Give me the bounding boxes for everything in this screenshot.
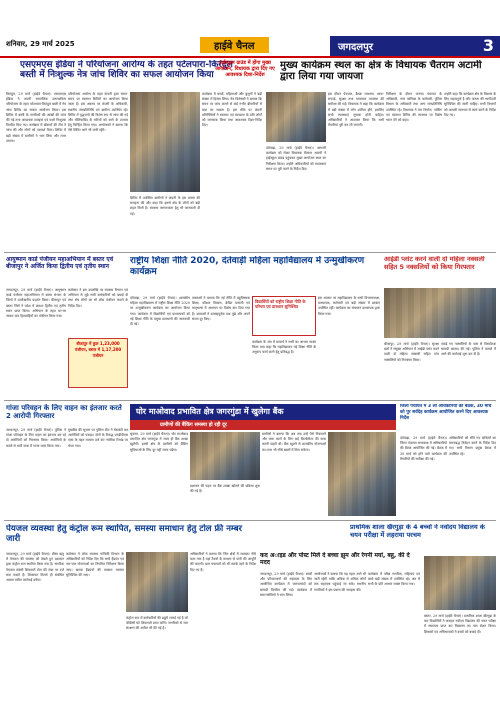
story-9-body-col-1: जगदलपुर, 29 मार्च (हाईवे चैनल)। ग्रीष्म ऋतु में पेयजल की समस्या को देखते हुए प्रशासन द्वारा कंट्रोल रूम स्थापित किया गया है। नागरिक पेयजल संबंधी शिकायतें टोल फ्री नंबर पर दर्ज करा सकते हैं। शिकायत मिलते ही संबंधित अमला त्वरित कार्रवाई करेगा। bbox=[6, 552, 64, 583]
story-4-body-col-3: कार्यक्रम के अंत में प्राचार्य ने सभी का आभार व्यक्त किया तथा कहा कि महाविद्यालय नई शिक्षा नीति के अनुरूप कार्य करने हेतु प्रतिबद्ध है। bbox=[252, 340, 316, 355]
story-2-headline: मुख्य कार्यक्रम स्थल का क्षेत्र के विधायक चैतराम अटामी द्वारा लिया गया जायजा bbox=[280, 60, 482, 82]
story-9-headline: पेयजल व्यवस्था हेतु कंट्रोल रूम स्थापित, समस्या समाधान हेतु टोल फ्री नम्बर जारी bbox=[6, 524, 243, 544]
story-2-body-col-3: निरीक्षण के दौरान जनपद पंचायत के अधिकारी, नगर पालिका के कर्मचारी, पुलिस विभाग के अधिकारी तथा अन्य जनप्रतिनिधि उपस्थित रहे। विधायक ने मंच निर्माण, पार्किंग एवं स्वास्थ्य शिविर की व्यवस्था पर विशेष ध्यान देने को कहा। bbox=[386, 92, 442, 123]
story-11-body: बस्तर, 29 मार्च (हाईवे चैनल)। प्राथमिक शाला खैरगुड़ा के चार विद्यार्थियों ने जवाहर नवोदय विद्यालय की चयन परीक्षा में सफलता प्राप्त कर विद्यालय का नाम रोशन किया। शिक्षकों एवं अभिभावकों ने बच्चों को बधाई दी। bbox=[424, 614, 496, 634]
story-8-body-col-1: दंतेवाड़ा, 29 मार्च (हाईवे चैनल)। जिला पंचायत सभाकक्ष में अधिकारियों की बैठक आयोजित की गई। बैठक में 30 मार्च को होने वाले कार्यक्रम की तैयारियों की समीक्षा की गई। bbox=[400, 436, 447, 461]
story-5-headline: आईडी प्लांट करने वाली दो महिला नक्सली सहित 5 नक्सलियों को किया गिरफ्तार bbox=[384, 256, 485, 271]
city-name: जगदलपुर bbox=[338, 42, 373, 53]
issue-date: शनिवार, 29 मार्च 2025 bbox=[6, 40, 75, 48]
story-7-photo-1 bbox=[190, 432, 260, 480]
story-3-body-col-1: जगदलपुर, 29 मार्च (हाईवे चैनल)। आयुष्मान कार्ड पंजीयन महाअभियान में बस्तर संभाग के जिलों ने उल्लेखनीय प्रदर्शन किया। बीजापुर एवं बस्तर जिले ने प्रदेश में क्रमशः द्वितीय एवं तृतीय स्थान प्राप्त किया। अभियान के तहत घर-घर जाकर पात्र हितग्राहियों का पंजीयन किया गया। bbox=[6, 288, 66, 319]
story-5-photo bbox=[384, 288, 496, 338]
story-2-body-col-1: दंतेवाड़ा, 29 मार्च (हाईवे चैनल)। आगामी कार्यक्रम को लेकर विधायक चैतराम अटामी ने हाईस्कूल ग्राउंड पहुंचकर मुख्य आयोजन स्थल का निरीक्षण किया। उन्होंने अधिकारियों को व्यवस्थाएं समय पर पूरी करने के निर्देश दिए। bbox=[266, 146, 326, 171]
story-9-body-col-3: कंट्रोल रूम में कर्मचारियों की ड्यूटी लगाई गई है जो चौबीसों घंटे शिकायतें प्राप्त करेंगे। नागरिकों से जल संरक्षण की अपील भी की गई है। bbox=[126, 616, 188, 631]
story-7-subhead: ग्रामीणों की बैंकिंग समस्या हो रही दूर bbox=[130, 420, 396, 430]
story-7-body-col-2: प्रशासन की पहल पर बैंक शाखा खोलने की प्रक्रिया शुरू की गई है। bbox=[190, 484, 260, 494]
story-5-body-col-2: पकड़े गए नक्सलियों के पास से विस्फोटक सामग्री बरामद की गई। पुलिस ने मामले में आगे की कार्रवाई शुरू कर दी है। bbox=[441, 342, 496, 357]
story-3-headline: आयुष्मान कार्ड पंजीयन महाअभियान में बस्तर एवं बीजापुर ने अर्जित किया द्वितीय एवं तृतीय स्थान bbox=[6, 256, 114, 270]
story-7-photo-2 bbox=[328, 432, 396, 516]
page-number: 3 bbox=[482, 36, 494, 55]
story-6-body-col-1: जगदलपुर, 29 मार्च (हाईवे चैनल)। पुलिस ने गांजा परिवहन के लिए वाहन का इंतजार कर रहे दो आरोपियों को गिरफ्तार किया। आरोपियों के कब्जे से भारी मात्रा में गांजा जब्त किया गया। bbox=[6, 428, 66, 448]
story-10-body-col-2: आयोजकों ने बताया कि यह पहल आगे भी जारी रहेगी ताकि अधिक से अधिक लोगों तक सहायता पहुंचाई जा सके। स्थानीय नागरिकों ने इस प्रयास की सराहना की। bbox=[314, 572, 366, 592]
divider bbox=[4, 520, 496, 521]
story-4-sidebar: विद्यार्थियों को राष्ट्रीय शिक्षा नीति के परिचय एवं प्रावधान सुनिश्चित bbox=[252, 296, 316, 336]
story-7-body-col-3: ग्रामीणों ने बताया कि अब तक उन्हें पैसे निकालने और जमा करने के लिए कई किलोमीटर की यात्रा करनी पड़ती थी। बैंक खुलने से शासकीय योजनाओं का लाभ भी सीधे खातों में मिल सकेगा। bbox=[262, 432, 326, 452]
masthead bbox=[0, 0, 500, 58]
story-10-body-col-1: जगदलपुर, 29 मार्च (हाईवे चैनल)। बच्चों और परिवारजनों की सहायता के लिए आयोजित कार्यक्रम में जरूरतमंदों को सामग्री वितरित की गई। कार्यक्रम में समाजसेवियों ने भाग लिया। bbox=[260, 572, 312, 597]
story-11-headline: प्राथमिक शाला खैरगुड़ा के 4 बच्चों ने नवोदय विद्यालय के चयन परीक्षा में लहराया परचम bbox=[350, 524, 485, 539]
story-5-body-col-1: बीजापुर, 29 मार्च (हाईवे चैनल)। सुरक्षा बलों ने संयुक्त अभियान में आईडी प्लांट करने वाली दो महिला नक्सली सहित पांच नक्सलियों को गिरफ्तार किया। bbox=[384, 342, 439, 362]
divider bbox=[4, 400, 496, 401]
story-9-body-col-4: अधिकारियों ने बताया कि जिन क्षेत्रों में जलस्तर नीचे चला गया है वहां टैंकरों के माध्यम से पानी की आपूर्ति की जाएगी। ग्राम पंचायतों को भी सतर्क रहने के निर्देश दिए गए हैं। bbox=[190, 552, 256, 572]
story-4-body-col-4: इस अवसर पर महाविद्यालय के सभी विभागाध्यक्ष, प्राध्यापक, कर्मचारी एवं बड़ी संख्या में छात्राएं उपस्थित रहीं। कार्यक्रम का संचालन प्राध्यापक द्वारा किया गया। bbox=[318, 296, 380, 316]
story-11-photo bbox=[424, 556, 496, 610]
story-10-headline: कद अाइड और पोस्ट मिले दे बच्चा झुम और रेगनी मयां, बहु, की दे मदद bbox=[260, 552, 410, 566]
story-10-body-col-3: कार्यक्रम में वरिष्ठ नागरिक, महिलाएं एवं बच्चे बड़ी संख्या में उपस्थित रहे। अंत में सभी के प्रति आभार व्यक्त किया गया। bbox=[368, 572, 420, 587]
story-2-photo bbox=[266, 92, 326, 142]
story-4-body-col-1: दंतेवाड़ा, 29 मार्च (हाईवे चैनल)। शासकीय महिला महाविद्यालय में राष्ट्रीय शिक्षा नीति 2020 पर उन्मुखीकरण कार्यक्रम का आयोजन किया गया। कार्यक्रम में विद्यार्थियों एवं प्राध्यापकों को नई शिक्षा नीति के प्रमुख प्रावधानों की जानकारी दी गई। bbox=[130, 296, 190, 327]
story-7-body-col-1: सुकमा, 29 मार्च (हाईवे चैनल)। घोर माओवाद प्रभावित क्षेत्र जगरगुंडा में जल्द ही बैंक शाखा खुलेगी। इससे क्षेत्र के ग्रामीणों को बैंकिंग सुविधाओं के लिए दूर नहीं जाना पड़ेगा। bbox=[130, 432, 188, 452]
story-1-body-col-2: परियोजना आरोग्य के तहत कंपनी द्वारा समय-समय पर स्वास्थ्य शिविरों का आयोजन किया जाता है। इस अवसर पर कंपनी के अधिकारी, स्थानीय जनप्रतिनिधि एवं ग्रामीण उपस्थित रहे। शिविर में वृद्धजनों की विशेष रूप से जांच की गई और मोतियाबिंद के मरीजों को आगे के उपचार हेतु चिन्हित किया गया। आयोजकों ने बताया कि ऐसे शिविर आगे भी जारी रहेंगे। bbox=[68, 92, 128, 133]
story-9-photo bbox=[126, 552, 188, 612]
story-9-body-col-2: कलेक्टर ने लोक स्वास्थ्य यांत्रिकी विभाग के अधिकारियों को निर्देश दिए कि सभी हैंडपंप एवं नल-जल योजनाओं का नियमित निरीक्षण किया जाए। खराब हैंडपंपों की तत्काल मरम्मत सुनिश्चित की जाए। bbox=[66, 552, 124, 577]
story-1-photo bbox=[130, 92, 200, 192]
story-1-body-col-1: किरंदुल, 29 मार्च (हाईवे चैनल)। एसएमएस इंडिया ने अपनी सामाजिक उत्तरदायित्व परियोजना के तहत पटेलपारा-किरंदुल बस्ती में नेत्र जांच शिविर का सफल आयोजन किया। इस शिविर में बस्ती के नागरिकों की आंखों की जांच की गई तथा आवश्यक दवाइयां एवं चश्मे निःशुल्क वितरित किए गए। कार्यक्रम में डॉक्टरों की टीम ने जांच की और लोगों को परामर्श दिया। शिविर में बड़ी संख्या में ग्रामीणों ने भाग लिया और लाभ उठाया। bbox=[6, 92, 66, 143]
newspaper-brand: हाईवे चैनल bbox=[200, 37, 269, 53]
divider bbox=[4, 252, 496, 253]
story-8-headline: जिला पंचायत में 3 लो अधिकारियों की बैठक, 30 मार्च को पुर सर्वदेह कार्यक्रम आयोजित करने दिए आवश्यक निर्देश bbox=[400, 404, 492, 421]
story-4-headline: राष्ट्रीय शिक्षा नीति 2020, दंतेवाड़ी महिला महाविद्यालय में उन्मुखीकरण कार्यक्रम bbox=[130, 256, 365, 277]
story-8-body-col-2: अधिकारियों को सौंपे गए दायित्वों का समयबद्ध निर्वहन करने के निर्देश दिए गए। सभी विभाग प्रमुख बैठक में उपस्थित रहे। bbox=[449, 436, 496, 456]
story-6-body-col-2: मुखबिर की सूचना पर पुलिस टीम ने घेराबंदी कर आरोपियों को पकड़ा। दोनों के विरुद्ध एनडीपीएस एक्ट के तहत मामला दर्ज कर न्यायिक रिमांड पर भेजा गया। bbox=[68, 428, 128, 448]
story-6-stats-box: बीजापुर में कुल 1,23,000 पंजीयन, बस्तर में 1,17,200 पंजीयन bbox=[68, 338, 128, 388]
story-1-headline: एसएमएस इंडिया ने परियोजना आरोग्य के तहत पटेलपारा-किरंदुल बस्ती में निःशुल्क नेत्र जांच शिविर का सफल आयोजन किया bbox=[20, 60, 233, 80]
story-3-body-col-2: कलेक्टर ने इस उपलब्धि पर स्वास्थ्य विभाग एवं अभियान से जुड़े सभी कर्मचारियों को बधाई दी तथा शेष लोगों का भी शीघ्र पंजीयन कराने के निर्देश दिए। bbox=[68, 288, 128, 308]
story-2-kicker: हाईस्कूल ग्राउंड में होंगा मुख्य आयोजन, विधायक द्वारा दिए गए आवश्यक दिशा-निर्देश bbox=[215, 60, 275, 78]
story-1-body-col-4: कार्यक्रम में बच्चों, महिलाओं और बुजुर्गों ने बड़ी संख्या में हिस्सा लिया। नेत्र विशेषज्ञों ने बताया कि समय पर जांच कराने से कई गंभीर बीमारियों से बचा जा सकता है। इस मौके पर कंपनी प्रतिनिधियों ने स्वास्थ्य एवं स्वच्छता के प्रति लोगों को जागरूक किया तथा आवश्यक दिशा-निर्देश दिए। bbox=[202, 92, 262, 128]
story-7-headline: घोर माओवाद प्रभावित क्षेत्र जगरगुंडा में खुलेगा बैंक bbox=[130, 404, 396, 420]
story-2-body-col-2: इस दौरान पेयजल, बैठक व्यवस्था, साफ-सफाई, सुरक्षा तथा यातायात व्यवस्था की समीक्षा की गई। विधायक ने कहा कि कार्यक्रम में बड़ी संख्या में लोग शामिल होंगे, इसलिए सभी व्यवस्थाएं सुचारू होनी चाहिए। अधिकारियों ने आश्वस्त किया कि सभी तैयारियां पूरी कर ली जाएंगी। bbox=[328, 92, 384, 128]
city-section-band bbox=[330, 36, 500, 56]
story-4-body-col-2: वक्ताओं ने बताया कि नई नीति में बहुविषयक शिक्षा, कौशल विकास, क्रेडिट प्रणाली एवं मातृभाषा में अध्ययन पर विशेष बल दिया गया है। छात्राओं ने उत्साहपूर्वक प्रश्न पूछे और अपने संशय दूर किए। bbox=[192, 296, 250, 321]
story-6-headline: गांजा परिवहन के लिए वाहन का इंतजार करते 2 आरोपी गिरफ्तार bbox=[6, 404, 122, 420]
story-1-body-col-3: शिविर में उपस्थित ग्रामीणों ने कंपनी के इस प्रयास की सराहना की और कहा कि इससे क्षेत्र के लोगों को बड़ी राहत मिली है। स्वास्थ्य जागरूकता हेतु भी जानकारी दी गई। bbox=[130, 196, 200, 216]
story-2-body-col-4: उन्होंने कहा कि कार्यक्रम क्षेत्र के विकास के लिए महत्वपूर्ण है और जनता की भागीदारी सुनिश्चित की जानी चाहिए। सभी विभागों को आपसी समन्वय से कार्य करने के निर्देश दिए गए। bbox=[444, 92, 496, 117]
